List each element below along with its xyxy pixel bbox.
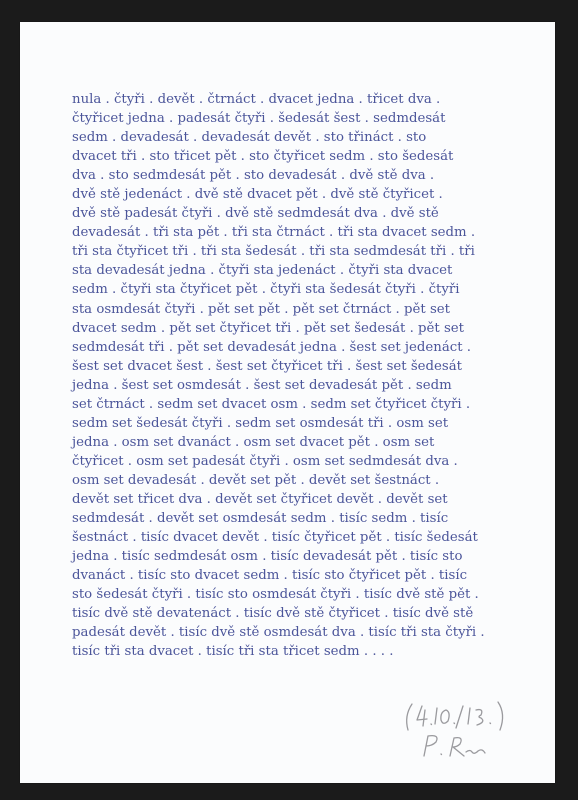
text-line: set čtrnáct . sedm set dvacet osm . sedm set čtyřicet čtyři .	[72, 396, 471, 412]
text-line: jedna . osm set dvanáct . osm set dvacet pět . osm set	[72, 434, 435, 450]
text-line: jedna . šest set osmdesát . šest set devadesát pět . sedm	[72, 377, 452, 393]
text-line: jedna . tisíc sedmdesát osm . tisíc devadesát pět . tisíc sto	[72, 549, 463, 565]
text-line: sta devadesát jedna . čtyři sta jedenáct . čtyři sta dvacet	[72, 263, 453, 279]
text-line: sta osmdesát čtyři . pět set pět . pět set čtrnáct . pět set	[72, 301, 450, 317]
handwritten-pencil-note	[400, 694, 530, 764]
text-line: nula . čtyři . devět . čtrnáct . dvacet jedna . třicet dva .	[72, 92, 441, 107]
number-sequence-text	[72, 90, 534, 661]
text-line: sedm . devadesát . devadesát devět . sto třináct . sto	[72, 130, 427, 146]
text-line: devadesát . tři sta pět . tři sta čtrnáct . tři sta dvacet sedm .	[72, 225, 476, 241]
text-line: osm set devadesát . devět set pět . devět set šestnáct .	[72, 472, 440, 488]
text-line: tři sta čtyřicet tři . tři sta šedesát . tři sta sedmdesát tři . tři	[72, 244, 475, 260]
text-line: tisíc dvě stě devatenáct . tisíc dvě stě čtyřicet . tisíc dvě stě	[72, 606, 474, 622]
text-line: šest set dvacet šest . šest set čtyřicet tři . šest set šedesát	[72, 358, 463, 374]
text-line: padesát devět . tisíc dvě stě osmdesát dva . tisíc tři sta čtyři .	[72, 625, 485, 641]
text-line: tisíc tři sta dvacet . tisíc tři sta třicet sedm . . . .	[72, 644, 394, 660]
text-line: sedmdesát tři . pět set devadesát jedna . šest set jedenáct .	[72, 339, 472, 355]
text-line: dvanáct . tisíc sto dvacet sedm . tisíc sto čtyřicet pět . tisíc	[72, 568, 468, 584]
text-line: sedm set šedesát čtyři . sedm set osmdesát tři . osm set	[72, 415, 449, 431]
text-line: sedm . čtyři sta čtyřicet pět . čtyři sta šedesát čtyři . čtyři	[72, 282, 460, 298]
text-line: čtyřicet jedna . padesát čtyři . šedesát šest . sedmdesát	[72, 111, 446, 127]
text-line: devět set třicet dva . devět set čtyřicet devět . devět set	[72, 491, 448, 507]
text-line: dvacet tři . sto třicet pět . sto čtyřicet sedm . sto šedesát	[72, 149, 454, 165]
text-line: dvacet sedm . pět set čtyřicet tři . pět set šedesát . pět set	[72, 320, 465, 336]
text-line: sedmdesát . devět set osmdesát sedm . tisíc sedm . tisíc	[72, 511, 449, 527]
paper-sheet	[20, 22, 555, 783]
text-line: dvě stě padesát čtyři . dvě stě sedmdesát dva . dvě stě	[72, 206, 439, 222]
text-line: čtyřicet . osm set padesát čtyři . osm set sedmdesát dva .	[72, 453, 458, 469]
text-line: dvě stě jedenáct . dvě stě dvacet pět . dvě stě čtyřicet .	[72, 187, 443, 203]
text-line: dva . sto sedmdesát pět . sto devadesát . dvě stě dva .	[72, 168, 435, 184]
text-line: sto šedesát čtyři . tisíc sto osmdesát čtyři . tisíc dvě stě pět .	[72, 587, 479, 603]
text-line: šestnáct . tisíc dvacet devět . tisíc čtyřicet pět . tisíc šedesát	[72, 530, 478, 546]
